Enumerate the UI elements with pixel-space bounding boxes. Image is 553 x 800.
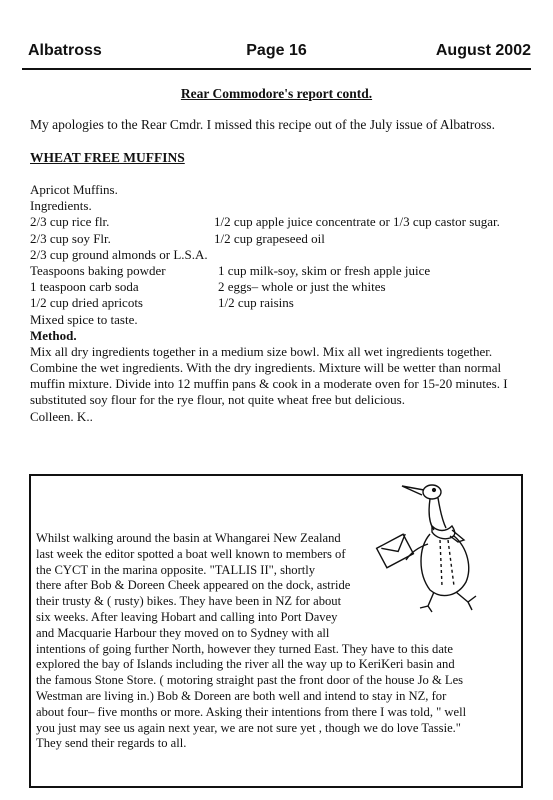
ingredient-right: 1/2 cup grapeseed oil (214, 230, 325, 246)
story-line: explored the bay of Islands including the river all the way up to KeriKeri basin and (36, 657, 455, 672)
story-line: Whilst walking around the basin at Whangarei New Zealand (36, 531, 341, 545)
ingredient-left: Teaspoons baking powder (30, 262, 166, 278)
story-line: the CYCT in the marina opposite. "TALLIS II", shortly (36, 562, 316, 577)
ingredient-row (30, 279, 530, 295)
story-line: about four– five months or more. Asking their intentions from there I was told, " well (36, 704, 467, 719)
method-text: Mix all dry ingredients together in a medium size bowl. Mix all wet ingredients together. Combine the wet ingredients. With the dry ingredients. Mixture will be wetter than normal muffin mixture. Divide into 12 muffin pans & cook in a moderate oven for 15-20 minutes. I substituted soy flour for the rye flour, not quite wheat free but delicious. (30, 343, 508, 408)
ingredient-row (30, 312, 530, 328)
story-line: last week the editor spotted a boat well known to members of (36, 546, 346, 561)
ingredient-right: 2 eggs– whole or just the whites (218, 279, 386, 295)
story-line: you just may see us again next year, we are not sure yet , though we do love Tassie." (36, 720, 461, 735)
recipe-name: Apricot Muffins. (30, 182, 118, 197)
ingredient-row (30, 247, 530, 263)
story-line: intentions of going further North, however they turned East. They have to this date (36, 641, 454, 656)
story-line: six weeks. After leaving Hobart and calling into Port Davey (36, 609, 338, 624)
ingredient-left: 1 teaspoon carb soda (30, 279, 139, 295)
story-line: They send their regards to all. (36, 736, 187, 751)
ingredients-label: Ingredients. (30, 198, 92, 214)
ingredient-right: 1/2 cup apple juice concentrate or 1/3 cup castor sugar. (214, 214, 500, 230)
story-line: Westman are living in.) Bob & Doreen are both well and intend to stay in NZ, for (36, 688, 447, 703)
page-header (22, 42, 531, 66)
page-number: Page 16 (246, 42, 307, 59)
ingredient-left: 2/3 cup ground almonds or L.S.A. (30, 246, 208, 262)
ingredient-row (30, 263, 530, 279)
recipe-body (30, 182, 530, 425)
ingredient-row (30, 231, 530, 247)
story-line: there after Bob & Doreen Cheek appeared on the dock, astride (36, 578, 351, 593)
ingredient-left: 2/3 cup soy Flr. (30, 230, 111, 246)
ingredient-left: 2/3 cup rice flr. (30, 214, 110, 230)
story-line: the famous Stone Store. ( motoring straight past the front door of the house Jo & Les (36, 673, 464, 688)
apology-paragraph: My apologies to the Rear Cmdr. I missed this recipe out of the July issue of Albatross. (30, 117, 495, 132)
recipe-title: WHEAT FREE MUFFINS (30, 150, 185, 165)
publication-name: Albatross (28, 42, 102, 59)
recipe-signature: Colleen. K.. (30, 408, 93, 424)
ingredient-left: Mixed spice to taste. (30, 311, 138, 327)
story-line: and Macquarie Harbour they moved on to Sydney with all (36, 625, 330, 640)
header-rule (22, 68, 531, 70)
ingredient-right: 1/2 cup raisins (218, 295, 294, 311)
ingredient-list (30, 214, 530, 327)
ingredient-left: 1/2 cup dried apricots (30, 295, 143, 311)
section-title: Rear Commodore's report contd. (180, 86, 373, 101)
issue-date: August 2002 (435, 42, 531, 59)
ingredient-right: 1 cup milk-soy, skim or fresh apple juice (218, 262, 431, 278)
story-line: their trusty & ( rusty) bikes. They have been in NZ for about (36, 594, 342, 609)
news-story (36, 531, 522, 752)
method-label: Method. (30, 327, 77, 343)
ingredient-row (30, 214, 530, 230)
ingredient-row (30, 295, 530, 311)
